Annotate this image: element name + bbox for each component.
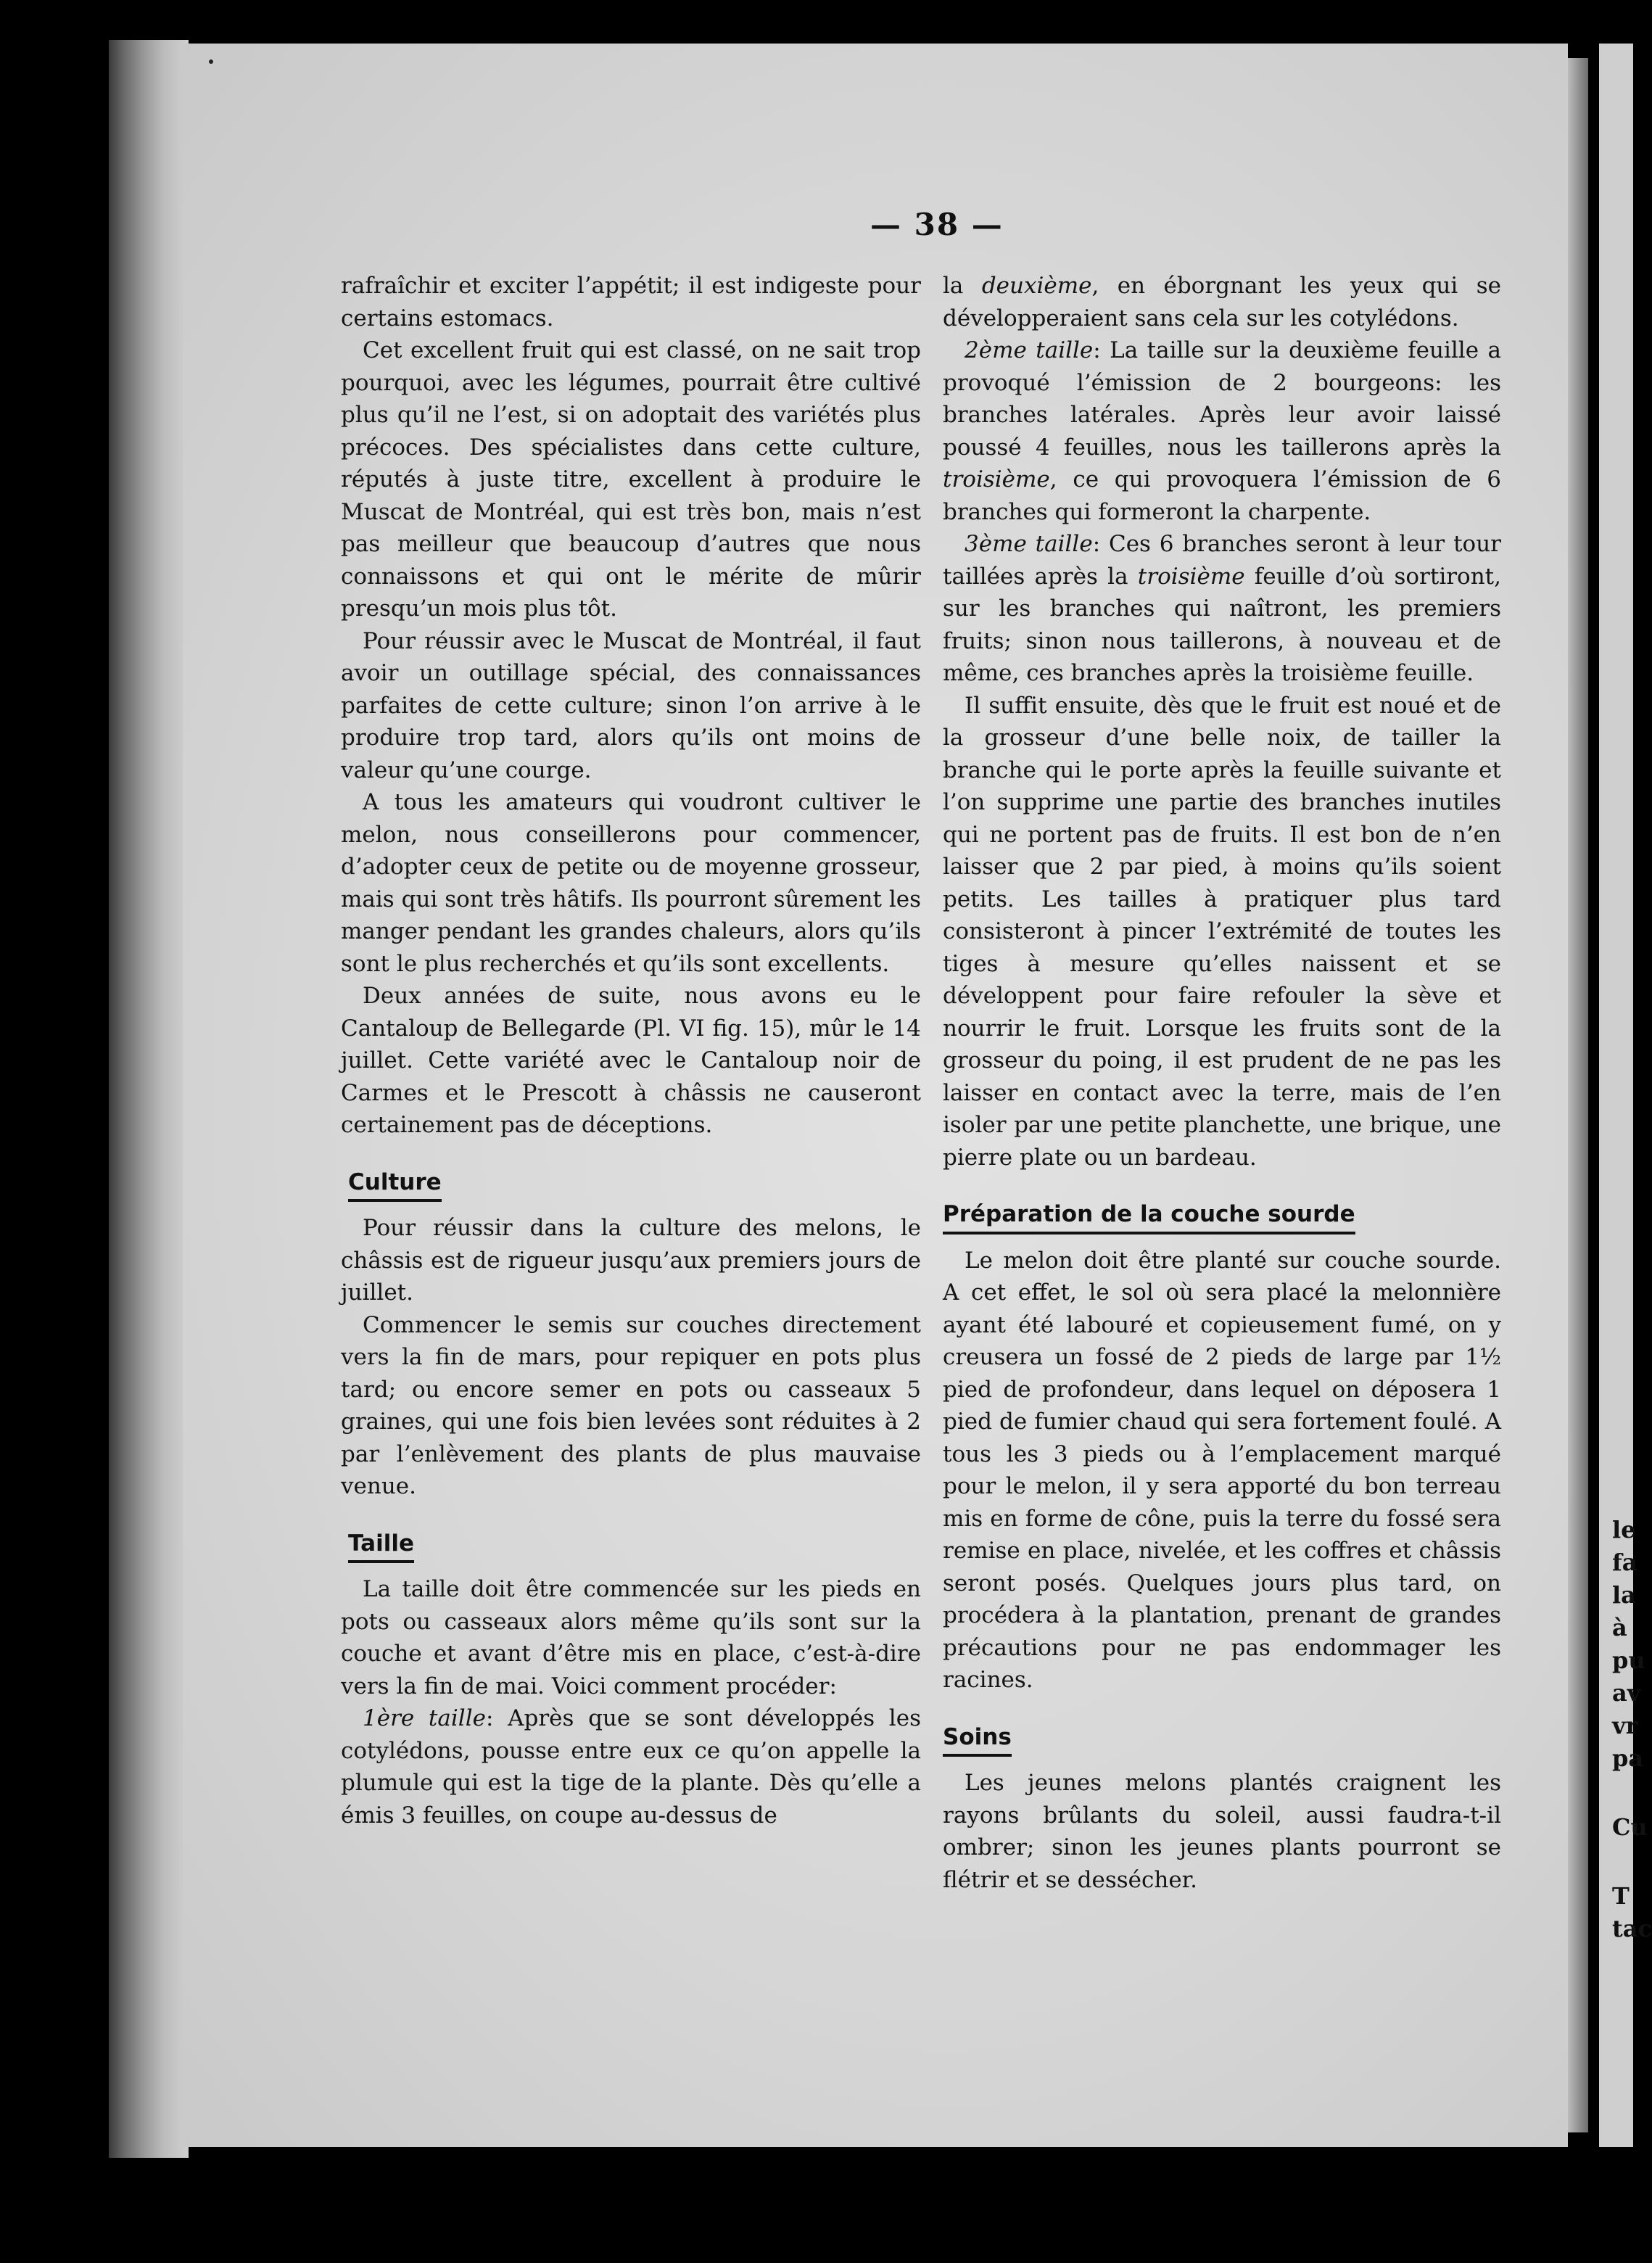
text-run: , en éborgnant les yeux qui se développeraient sans cela sur les cotylédons. bbox=[943, 273, 1501, 331]
emphasis: troisième bbox=[1137, 563, 1245, 590]
section-heading-culture: Culture bbox=[348, 1166, 442, 1203]
taille-step-3 bbox=[943, 528, 1501, 690]
paragraph: Pour réussir dans la culture des melons, le châssis est de rigueur jusqu’aux premiers jours de juillet. bbox=[341, 1215, 921, 1306]
section-heading-soins: Soins bbox=[943, 1721, 1012, 1757]
text-run: la bbox=[943, 273, 982, 299]
page-edge-shadow bbox=[1568, 58, 1588, 2132]
paragraph bbox=[943, 270, 1501, 334]
book-spine bbox=[109, 40, 189, 2158]
next-page-fragment: la bbox=[1612, 1581, 1636, 1609]
next-page-fragment: pa bbox=[1612, 1744, 1644, 1772]
left-column bbox=[341, 270, 921, 1831]
paragraph: Il suffit ensuite, dès que le fruit est noué et de la grosseur d’une belle noix, de tailler la branche qui le porte après la feuille suivante et l’on supprime une partie des branches inutiles qui ne portent pas de fruits. Il est bon de n’en laisser que 2 par pied, à moins qu’ils soient petits. Les tailles à pratiquer plus tard consisteront à pincer l’extrémité de toutes les tiges à mesure qu’elles naissent et se développent pour faire refouler la sève et nourrir le fruit. Lorsque les fruits sont de la grosseur du poing, il est prudent de ne pas les laisser en contact avec la terre, mais de l’en isoler par une petite planchette, une brique, une pierre plate ou un bardeau. bbox=[943, 692, 1501, 1171]
paragraph: Les jeunes melons plantés craignent les rayons brûlants du soleil, aussi faudra-t-il ombrer; sinon les jeunes plants pourront se flétrir et se dessécher. bbox=[943, 1770, 1501, 1893]
emphasis: deuxième bbox=[981, 273, 1092, 299]
taille-step-1 bbox=[341, 1702, 921, 1831]
text-run: : Ces 6 branches seront à leur tour taillées après la bbox=[943, 531, 1501, 590]
text-run: feuille d’où sortiront, sur les branches qui naîtront, les premiers fruits; sinon nous taillerons, à nouveau et de même, ces branches après la troisième feuille. bbox=[943, 563, 1501, 686]
taille-step-2 bbox=[943, 334, 1501, 528]
next-page-fragment: tac bbox=[1612, 1915, 1652, 1942]
next-page-fragment: fa bbox=[1612, 1549, 1637, 1576]
taille-label: 2ème taille bbox=[965, 337, 1094, 363]
next-page-fragment: vr bbox=[1612, 1712, 1638, 1739]
scan-speck bbox=[209, 59, 213, 64]
paragraph: A tous les amateurs qui voudront cultiver le melon, nous conseillerons pour commencer, d’adopter ceux de petite ou de moyenne grosseur, mais qui sont très hâtifs. Ils pourront sûrement les manger pendant les grandes chaleurs, alors qu’ils sont le plus recherchés et qu’ils sont excellents. bbox=[341, 789, 921, 977]
next-page-fragment: av bbox=[1612, 1679, 1641, 1707]
paragraph: Deux années de suite, nous avons eu le Cantaloup de Bellegarde (Pl. VI fig. 15), mûr le 14 juillet. Cette variété avec le Cantaloup noir de Carmes et le Prescott à châssis ne causeront certainement pas de déceptions. bbox=[341, 983, 921, 1138]
section-heading-wrapper bbox=[943, 1721, 1501, 1757]
next-page-strip bbox=[1599, 44, 1652, 2147]
paragraph: La taille doit être commencée sur les pieds en pots ou casseaux alors même qu’ils sont sur la couche et avant d’être mis en place, c’est-à-dire vers la fin de mai. Voici comment procéder: bbox=[341, 1576, 921, 1699]
section-heading-wrapper bbox=[348, 1528, 921, 1564]
section-heading-wrapper bbox=[943, 1198, 1501, 1234]
section-heading-preparation: Préparation de la couche sourde bbox=[943, 1198, 1355, 1234]
text-run: , ce qui provoquera l’émission de 6 branches qui formeront la charpente. bbox=[943, 466, 1501, 525]
next-page-fragment: Cu bbox=[1612, 1813, 1648, 1841]
next-page-fragment: le bbox=[1612, 1516, 1636, 1543]
paragraph: Commencer le semis sur couches directement vers la fin de mars, pour repiquer en pots plus tard; ou encore semer en pots ou casseaux 5 graines, qui une fois bien levées sont réduites à 2 par l’enlèvement des plants de plus mauvaise venue. bbox=[341, 1311, 921, 1499]
text-run: : La taille sur la deuxième feuille a provoqué l’émission de 2 bourgeons: les branches latérales. Après leur avoir laissé poussé 4 feuilles, nous les taillerons après la bbox=[943, 337, 1501, 461]
next-page-fragment: T bbox=[1612, 1882, 1630, 1910]
taille-label: 3ème taille bbox=[965, 531, 1093, 557]
page-number: — 38 — bbox=[870, 207, 1004, 242]
next-page-fragment: à bbox=[1612, 1614, 1627, 1641]
paragraph: Le melon doit être planté sur couche sourde. A cet effet, le sol où sera placé la melonnière ayant été labouré et copieusement fumé, on y creusera un fossé de 2 pieds de large par 1½ pied de profondeur, dans lequel on déposera 1 pied de fumier chaud qui sera fortement foulé. A tous les 3 pieds ou à l’emplacement marqué pour le melon, il y sera apporté du bon terreau mis en forme de cône, puis la terre du fossé sera remise en place, nivelée, et les coffres et châssis seront posés. Quelques jours plus tard, on procédera à la plantation, prenant de grandes précautions pour ne pas endommager les racines. bbox=[943, 1247, 1501, 1693]
taille-text: : Après que se sont développés les cotylédons, pousse entre eux ce qu’on appelle la plumule qui est la tige de la plante. Dès qu’elle a émis 3 feuilles, on coupe au-dessus de bbox=[341, 1705, 921, 1829]
paragraph: Pour réussir avec le Muscat de Montréal, il faut avoir un outillage spécial, des connaissances parfaites de cette culture; sinon l’on arrive à le produire trop tard, alors qu’ils ont moins de valeur qu’une courge. bbox=[341, 627, 921, 783]
paragraph: Cet excellent fruit qui est classé, on ne sait trop pourquoi, avec les légumes, pourrait être cultivé plus qu’il ne l’est, si on adoptait des variétés plus précoces. Des spécialistes dans cette culture, réputés à juste titre, excellent à produire le Muscat de Montréal, qui est très bon, mais n’est pas meilleur que beaucoup d’autres que nous connaissons et qui ont le mérite de mûrir presqu’un mois plus tôt. bbox=[341, 337, 921, 622]
section-heading-wrapper bbox=[348, 1166, 921, 1203]
right-column bbox=[943, 270, 1501, 1896]
taille-label: 1ère taille bbox=[363, 1705, 486, 1731]
next-page-fragment: pu bbox=[1612, 1646, 1645, 1674]
emphasis: troisième bbox=[943, 466, 1050, 492]
paragraph: rafraîchir et exciter l’appétit; il est indigeste pour certains estomacs. bbox=[341, 273, 921, 331]
section-heading-taille: Taille bbox=[348, 1528, 414, 1564]
